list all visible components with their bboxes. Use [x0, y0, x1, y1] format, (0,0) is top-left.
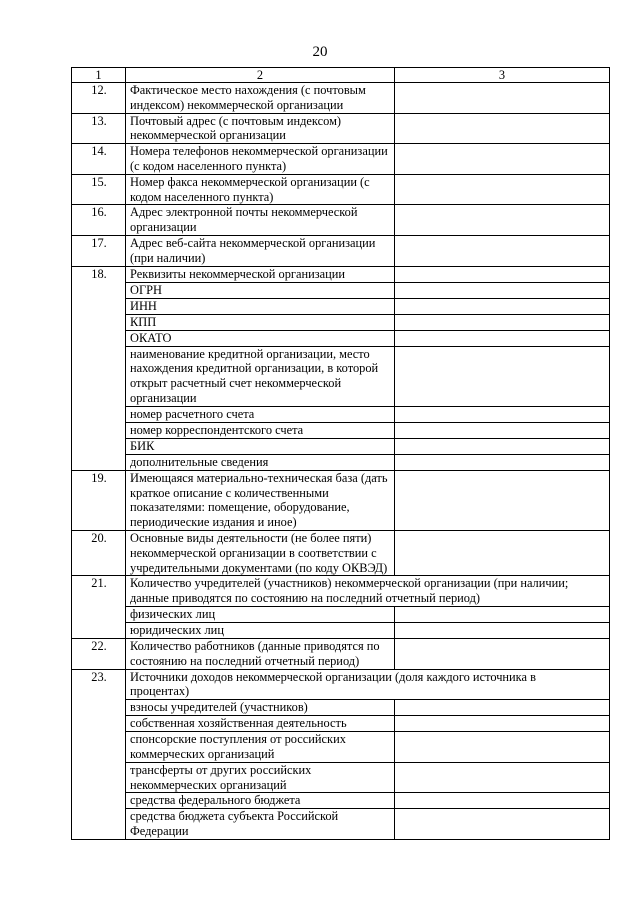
- table-row: [72, 174, 610, 205]
- table-row: [72, 700, 610, 716]
- row-value[interactable]: [395, 638, 610, 669]
- row-label: Номера телефонов некоммерческой организации (с кодом населенного пункта): [126, 144, 395, 175]
- table-row: [72, 422, 610, 438]
- row-value[interactable]: [395, 809, 610, 840]
- row-value[interactable]: [395, 406, 610, 422]
- table-row: [72, 330, 610, 346]
- row-value[interactable]: [395, 83, 610, 114]
- row-value[interactable]: [395, 205, 610, 236]
- row-label: Основные виды деятельности (не более пяти) некоммерческой организации в соответствии с учредительными документами (по коду ОКВЭД): [126, 530, 395, 575]
- table-row: [72, 622, 610, 638]
- table-row: [72, 266, 610, 282]
- table-row: [72, 205, 610, 236]
- row-label: Реквизиты некоммерческой организации: [126, 266, 395, 282]
- row-value[interactable]: [395, 330, 610, 346]
- table-row: [72, 282, 610, 298]
- row-label: собственная хозяйственная деятельность: [126, 716, 395, 732]
- row-label: Имеющаяся материально-техническая база (дать краткое описание с количественными показателями: помещение, оборудование, периодические издания и иное): [126, 470, 395, 530]
- row-value[interactable]: [395, 422, 610, 438]
- header-col-1: 1: [72, 68, 126, 83]
- row-label: трансферты от других российских некоммерческих организаций: [126, 762, 395, 793]
- row-label: взносы учредителей (участников): [126, 700, 395, 716]
- row-label: номер корреспондентского счета: [126, 422, 395, 438]
- row-label: ОКАТО: [126, 330, 395, 346]
- table-row: [72, 576, 610, 607]
- row-number: 15.: [72, 174, 126, 205]
- row-label: наименование кредитной организации, место нахождения кредитной организации, в которой открыт расчетный счет некоммерческой организации: [126, 346, 395, 406]
- row-value[interactable]: [395, 144, 610, 175]
- table-header-row: [72, 68, 610, 83]
- table-row: [72, 406, 610, 422]
- row-value[interactable]: [395, 346, 610, 406]
- row-label: Адрес электронной почты некоммерческой организации: [126, 205, 395, 236]
- table-row: [72, 235, 610, 266]
- page-number: 20: [312, 44, 328, 60]
- row-label: юридических лиц: [126, 622, 395, 638]
- table-row: [72, 454, 610, 470]
- row-label: Адрес веб-сайта некоммерческой организации (при наличии): [126, 235, 395, 266]
- row-value[interactable]: [395, 606, 610, 622]
- row-value[interactable]: [395, 732, 610, 763]
- row-value[interactable]: [395, 716, 610, 732]
- row-label: Количество учредителей (участников) некоммерческой организации (при наличии; данные приводятся по состоянию на последний отчетный период): [126, 576, 610, 607]
- table-row: [72, 638, 610, 669]
- table-row: [72, 314, 610, 330]
- row-label: физических лиц: [126, 606, 395, 622]
- row-value[interactable]: [395, 298, 610, 314]
- row-value[interactable]: [395, 174, 610, 205]
- row-label: ИНН: [126, 298, 395, 314]
- row-value[interactable]: [395, 793, 610, 809]
- row-label: спонсорские поступления от российских коммерческих организаций: [126, 732, 395, 763]
- table-row: [72, 606, 610, 622]
- row-label: Источники доходов некоммерческой организации (доля каждого источника в процентах): [126, 669, 610, 700]
- row-value[interactable]: [395, 314, 610, 330]
- row-number: 22.: [72, 638, 126, 669]
- row-value[interactable]: [395, 530, 610, 575]
- row-label: средства бюджета субъекта Российской Федерации: [126, 809, 395, 840]
- row-label: Номер факса некоммерческой организации (с кодом населенного пункта): [126, 174, 395, 205]
- row-value[interactable]: [395, 266, 610, 282]
- row-value[interactable]: [395, 470, 610, 530]
- table-row: [72, 298, 610, 314]
- table-row: [72, 346, 610, 406]
- header-col-3: 3: [395, 68, 610, 83]
- row-number: 13.: [72, 113, 126, 144]
- row-number: 12.: [72, 83, 126, 114]
- row-number: 19.: [72, 470, 126, 530]
- form-table: [71, 67, 610, 840]
- row-label: БИК: [126, 438, 395, 454]
- row-label: ОГРН: [126, 282, 395, 298]
- row-label: КПП: [126, 314, 395, 330]
- table-row: [72, 809, 610, 840]
- row-number: 23.: [72, 669, 126, 839]
- row-value[interactable]: [395, 438, 610, 454]
- row-label: средства федерального бюджета: [126, 793, 395, 809]
- table-row: [72, 762, 610, 793]
- row-number: 14.: [72, 144, 126, 175]
- row-value[interactable]: [395, 762, 610, 793]
- row-label: Почтовый адрес (с почтовым индексом) некоммерческой организации: [126, 113, 395, 144]
- row-number: 17.: [72, 235, 126, 266]
- table-row: [72, 144, 610, 175]
- row-label: дополнительные сведения: [126, 454, 395, 470]
- row-label: номер расчетного счета: [126, 406, 395, 422]
- table-row: [72, 669, 610, 700]
- row-value[interactable]: [395, 700, 610, 716]
- row-number: 16.: [72, 205, 126, 236]
- row-value[interactable]: [395, 622, 610, 638]
- table-row: [72, 530, 610, 575]
- row-value[interactable]: [395, 235, 610, 266]
- table-row: [72, 732, 610, 763]
- row-value[interactable]: [395, 113, 610, 144]
- row-value[interactable]: [395, 282, 610, 298]
- table-row: [72, 716, 610, 732]
- row-number: 18.: [72, 266, 126, 470]
- row-number: 20.: [72, 530, 126, 575]
- table-row: [72, 83, 610, 114]
- row-label: Фактическое место нахождения (с почтовым индексом) некоммерческой организации: [126, 83, 395, 114]
- row-label: Количество работников (данные приводятся по состоянию на последний отчетный период): [126, 638, 395, 669]
- table-row: [72, 470, 610, 530]
- row-value[interactable]: [395, 454, 610, 470]
- header-col-2: 2: [126, 68, 395, 83]
- table-row: [72, 793, 610, 809]
- table-row: [72, 438, 610, 454]
- table-row: [72, 113, 610, 144]
- row-number: 21.: [72, 576, 126, 639]
